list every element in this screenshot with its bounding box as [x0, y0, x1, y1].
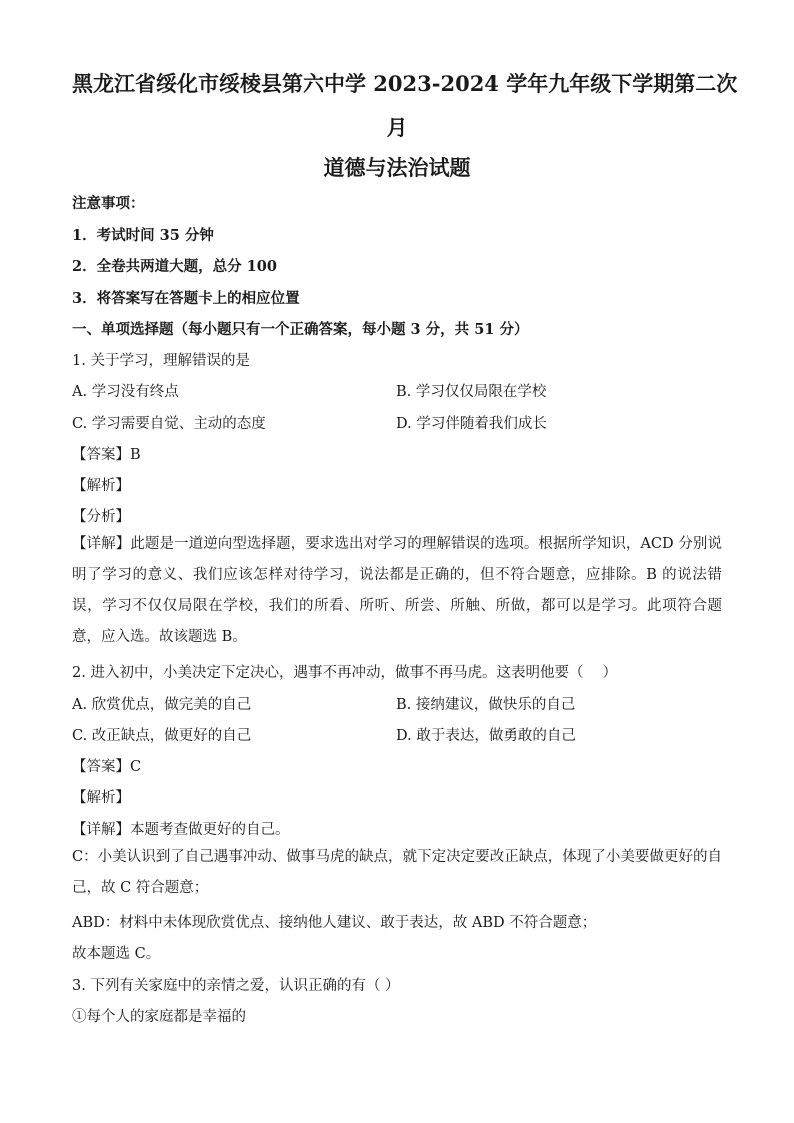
q3-item-1: ①每个人的家庭都是幸福的 [72, 1009, 246, 1025]
q1-analysis: 【解析】 [72, 478, 130, 494]
q2-option-c: C. 改正缺点，做更好的自己 [72, 728, 252, 744]
title-line-2: 月 [386, 115, 408, 140]
notice-item-3: 3．将答案写在答题卡上的相应位置 [72, 290, 300, 307]
q1-option-a: A. 学习没有终点 [72, 384, 179, 400]
q2-analysis: 【解析】 [72, 790, 130, 806]
q2-detail: 【详解】本题考查做更好的自己。 [72, 822, 290, 838]
q2-option-a: A. 欣赏优点，做完美的自己 [72, 697, 252, 713]
q1-detail [72, 529, 722, 653]
notice-item-2: 2．全卷共两道大题，总分 100 [72, 258, 277, 275]
q1-option-d: D. 学习伴随着我们成长 [396, 416, 547, 432]
q2-option-d: D. 敢于表达，做勇敢的自己 [396, 728, 576, 744]
subject-title: 道德与法治试题 [323, 155, 471, 180]
q1-answer: 【答案】B [72, 447, 141, 463]
q2-answer: 【答案】C [72, 759, 142, 775]
notice-item-1: 1．考试时间 35 分钟 [72, 227, 214, 244]
q2-c-explanation: C：小美认识到了自己遇事冲动、做事马虎的缺点，就下定决定要改正缺点，体现了小美要做更好的自己，故 C 符合题意； [72, 849, 722, 896]
q2-stem: 2. 进入初中，小美决定下定决心，遇事不再冲动，做事不再马虎。这表明他要（ ） [72, 665, 618, 681]
q2-abd-explanation: ABD：材料中未体现欣赏优点、接纳他人建议、敢于表达，故 ABD 不符合题意； [72, 915, 597, 931]
q1-detail-tag: 【详解】 [72, 536, 131, 552]
notice-heading: 注意事项： [72, 195, 145, 212]
q1-option-b: B. 学习仅仅局限在学校 [396, 384, 547, 400]
q1-detail-text: 此题是一道逆向型选择题，要求选出对学习的理解错误的选项。根据所学知识，ACD 分别说明了学习的意义、我们应该怎样对待学习，说法都是正确的，但不符合题意，应排除。B 的说法错误，学习不仅仅局限在学校，我们的所看、所听、所尝、所触、所做，都可以是学习。此项符合题意，应入选。故该题选 B。 [72, 536, 722, 645]
title-line-1: 黑龙江省绥化市绥棱县第六中学 2023-2024 学年九年级下学期第二次 [72, 71, 738, 96]
q2-option-b: B. 接纳建议，做快乐的自己 [396, 697, 576, 713]
q3-stem: 3. 下列有关家庭中的亲情之爱，认识正确的有（ ） [72, 978, 400, 994]
q2-conclusion: 故本题选 C。 [72, 946, 161, 962]
section-heading: 一、单项选择题（每小题只有一个正确答案，每小题 3 分，共 51 分） [72, 321, 529, 338]
q1-fenxi: 【分析】 [72, 509, 130, 525]
q1-stem: 1. 关于学习，理解错误的是 [72, 353, 250, 369]
q1-option-c: C. 学习需要自觉、主动的态度 [72, 416, 266, 432]
